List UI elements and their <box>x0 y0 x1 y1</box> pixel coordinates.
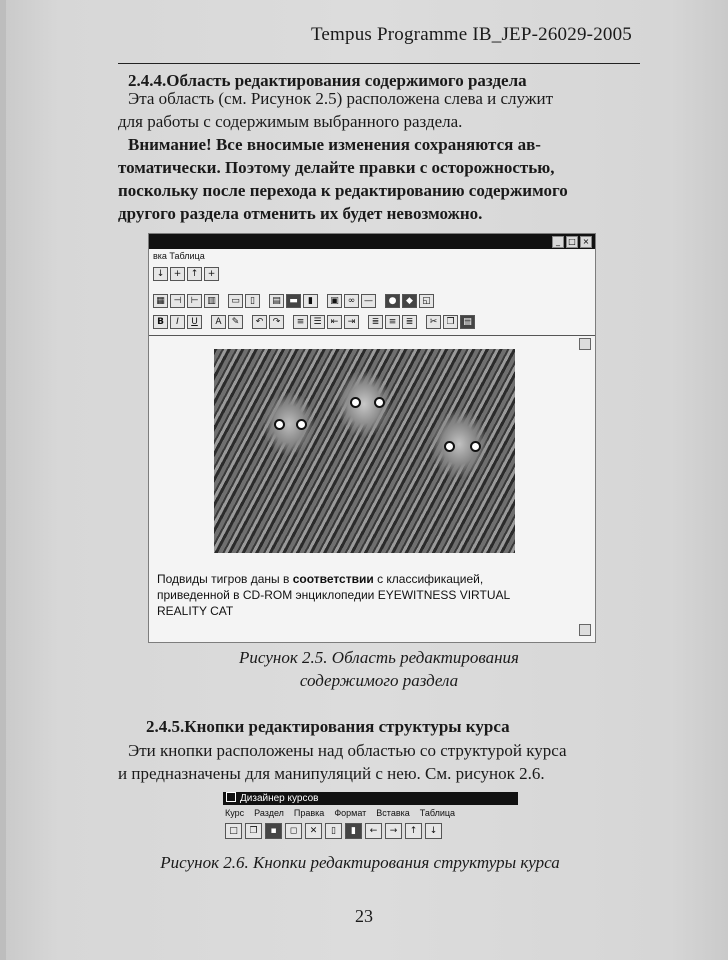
italic-icon[interactable]: I <box>170 315 185 329</box>
preview-icon[interactable]: ◱ <box>419 294 434 308</box>
menu-format[interactable]: Формат <box>334 808 367 818</box>
align-right-icon[interactable]: ≣ <box>402 315 417 329</box>
window-controls <box>552 236 592 248</box>
delete-row-icon[interactable]: ▬ <box>286 294 301 308</box>
figure-26-caption: Рисунок 2.6. Кнопки редактирования структуры курса <box>160 853 560 872</box>
tiger-cubs-photo <box>214 349 515 553</box>
indent-icon[interactable]: ⇥ <box>344 315 359 329</box>
window-icon <box>226 792 236 802</box>
editor-content-text[interactable] <box>157 571 577 619</box>
para-line: Эта область (см. Рисунок 2.5) расположена слева и служит <box>128 89 554 108</box>
horizontal-rule-icon[interactable]: — <box>361 294 376 308</box>
running-head: Tempus Programme IB_JEP-26029-2005 <box>310 24 632 45</box>
outdent-icon[interactable]: ⇤ <box>327 315 342 329</box>
bold-text-span: соответствии <box>292 572 374 586</box>
section-245-paragraph <box>118 739 640 785</box>
text-span: с классификацией, <box>373 572 484 586</box>
cut-icon[interactable]: ✂ <box>426 315 441 329</box>
close-icon[interactable]: × <box>580 236 592 248</box>
move-right-icon[interactable]: + <box>170 267 185 281</box>
link-icon[interactable]: ∞ <box>344 294 359 308</box>
scroll-up-icon[interactable] <box>579 338 591 350</box>
editor-window-figure <box>148 233 596 643</box>
copy-section-icon[interactable]: ❐ <box>245 823 262 839</box>
media-icon[interactable]: ◆ <box>402 294 417 308</box>
warning-paragraph <box>118 133 640 225</box>
warning-line: поскольку после перехода к редактированию содержимого <box>118 181 568 200</box>
move-down-icon[interactable]: ↓ <box>153 267 168 281</box>
move-up-icon[interactable]: ↑ <box>187 267 202 281</box>
cell-props-icon[interactable]: ▤ <box>269 294 284 308</box>
maximize-icon[interactable]: □ <box>566 236 578 248</box>
designer-toolbar <box>225 823 442 839</box>
text-span: Подвиды тигров даны в <box>157 572 293 586</box>
highlight-icon[interactable]: ✎ <box>228 315 243 329</box>
editor-text-line <box>157 571 577 587</box>
section-heading-244: 2.4.4.Область редактирования содержимого раздела <box>128 71 527 90</box>
para-line: для работы с содержимым выбранного раздела. <box>118 112 463 131</box>
align-center-icon[interactable]: ≡ <box>385 315 400 329</box>
minimize-icon[interactable]: _ <box>552 236 564 248</box>
move-left-icon[interactable]: ← <box>365 823 382 839</box>
split-cell-icon[interactable]: ⊣ <box>170 294 185 308</box>
para-line: Эти кнопки расположены над областью со структурой курса <box>128 741 567 760</box>
editor-text-line: приведенной в CD-ROM энциклопедии EYEWITNESS VIRTUAL <box>157 588 511 602</box>
table-toolbar <box>153 294 434 308</box>
delete-icon[interactable]: ✕ <box>305 823 322 839</box>
page-number: 23 <box>355 906 373 926</box>
copy-icon[interactable]: ❐ <box>443 315 458 329</box>
bold-icon[interactable]: B <box>153 315 168 329</box>
nav-toolbar <box>153 267 219 281</box>
editor-menubar[interactable]: вка Таблица <box>153 251 205 261</box>
symbol-icon[interactable]: ● <box>385 294 400 308</box>
font-color-icon[interactable]: A <box>211 315 226 329</box>
section-heading-245: 2.4.5.Кнопки редактирования структуры курса <box>146 717 510 736</box>
caption-line: содержимого раздела <box>299 671 459 690</box>
format-toolbar <box>153 315 475 329</box>
undo-icon[interactable]: ↶ <box>252 315 267 329</box>
editor-text-line: REALITY CAT <box>157 604 234 618</box>
properties-icon[interactable]: ▮ <box>345 823 362 839</box>
table-icon[interactable]: ▦ <box>153 294 168 308</box>
scroll-down-icon[interactable] <box>579 624 591 636</box>
eye-mark <box>470 441 481 452</box>
window-titlebar <box>149 234 595 249</box>
numbered-list-icon[interactable]: ≡ <box>293 315 308 329</box>
menu-table[interactable]: Таблица <box>419 808 456 818</box>
warning-line: томатически. Поэтому делайте правки с осторожностью, <box>118 158 555 177</box>
menu-section[interactable]: Раздел <box>254 808 284 818</box>
menu-course[interactable]: Курс <box>225 808 245 818</box>
header-rule <box>118 63 640 64</box>
eye-mark <box>374 397 385 408</box>
section-244-paragraph <box>118 87 640 133</box>
page-edge-shadow <box>0 0 6 960</box>
move-up-icon[interactable]: ↑ <box>405 823 422 839</box>
designer-menubar <box>225 808 518 818</box>
document-icon[interactable]: ▯ <box>325 823 342 839</box>
course-designer-figure <box>223 792 518 844</box>
paste-icon[interactable]: ▤ <box>460 315 475 329</box>
new-page-icon[interactable]: ◻ <box>285 823 302 839</box>
image-icon[interactable]: ▣ <box>327 294 342 308</box>
warning-line: Внимание! Все вносимые изменения сохраняются ав- <box>128 135 541 154</box>
insert-row-icon[interactable]: ▭ <box>228 294 243 308</box>
delete-col-icon[interactable]: ▮ <box>303 294 318 308</box>
editor-top-border <box>149 335 595 336</box>
redo-icon[interactable]: ↷ <box>269 315 284 329</box>
underline-icon[interactable]: U <box>187 315 202 329</box>
figure-25-caption <box>118 648 640 691</box>
caption-line: Рисунок 2.5. Область редактирования <box>239 648 519 667</box>
new-section-icon[interactable]: □ <box>225 823 242 839</box>
move-right-icon[interactable]: → <box>385 823 402 839</box>
eye-mark <box>444 441 455 452</box>
warning-line: другого раздела отменить их будет невозможно. <box>118 204 483 223</box>
save-icon[interactable]: ▪ <box>265 823 282 839</box>
eye-mark <box>350 397 361 408</box>
menu-insert[interactable]: Вставка <box>376 808 410 818</box>
eye-mark <box>296 419 307 430</box>
bullet-list-icon[interactable]: ☰ <box>310 315 325 329</box>
menu-edit[interactable]: Правка <box>293 808 325 818</box>
grid-icon[interactable]: ▥ <box>204 294 219 308</box>
move-left-icon[interactable]: + <box>204 267 219 281</box>
eye-mark <box>274 419 285 430</box>
designer-titlebar <box>223 792 518 805</box>
merge-cell-icon[interactable]: ⊢ <box>187 294 202 308</box>
designer-title-text: Дизайнер курсов <box>240 793 319 804</box>
align-left-icon[interactable]: ≣ <box>368 315 383 329</box>
move-down-icon[interactable]: ↓ <box>425 823 442 839</box>
para-line: и предназначены для манипуляций с нею. См. рисунок 2.6. <box>118 764 545 783</box>
insert-col-icon[interactable]: ▯ <box>245 294 260 308</box>
